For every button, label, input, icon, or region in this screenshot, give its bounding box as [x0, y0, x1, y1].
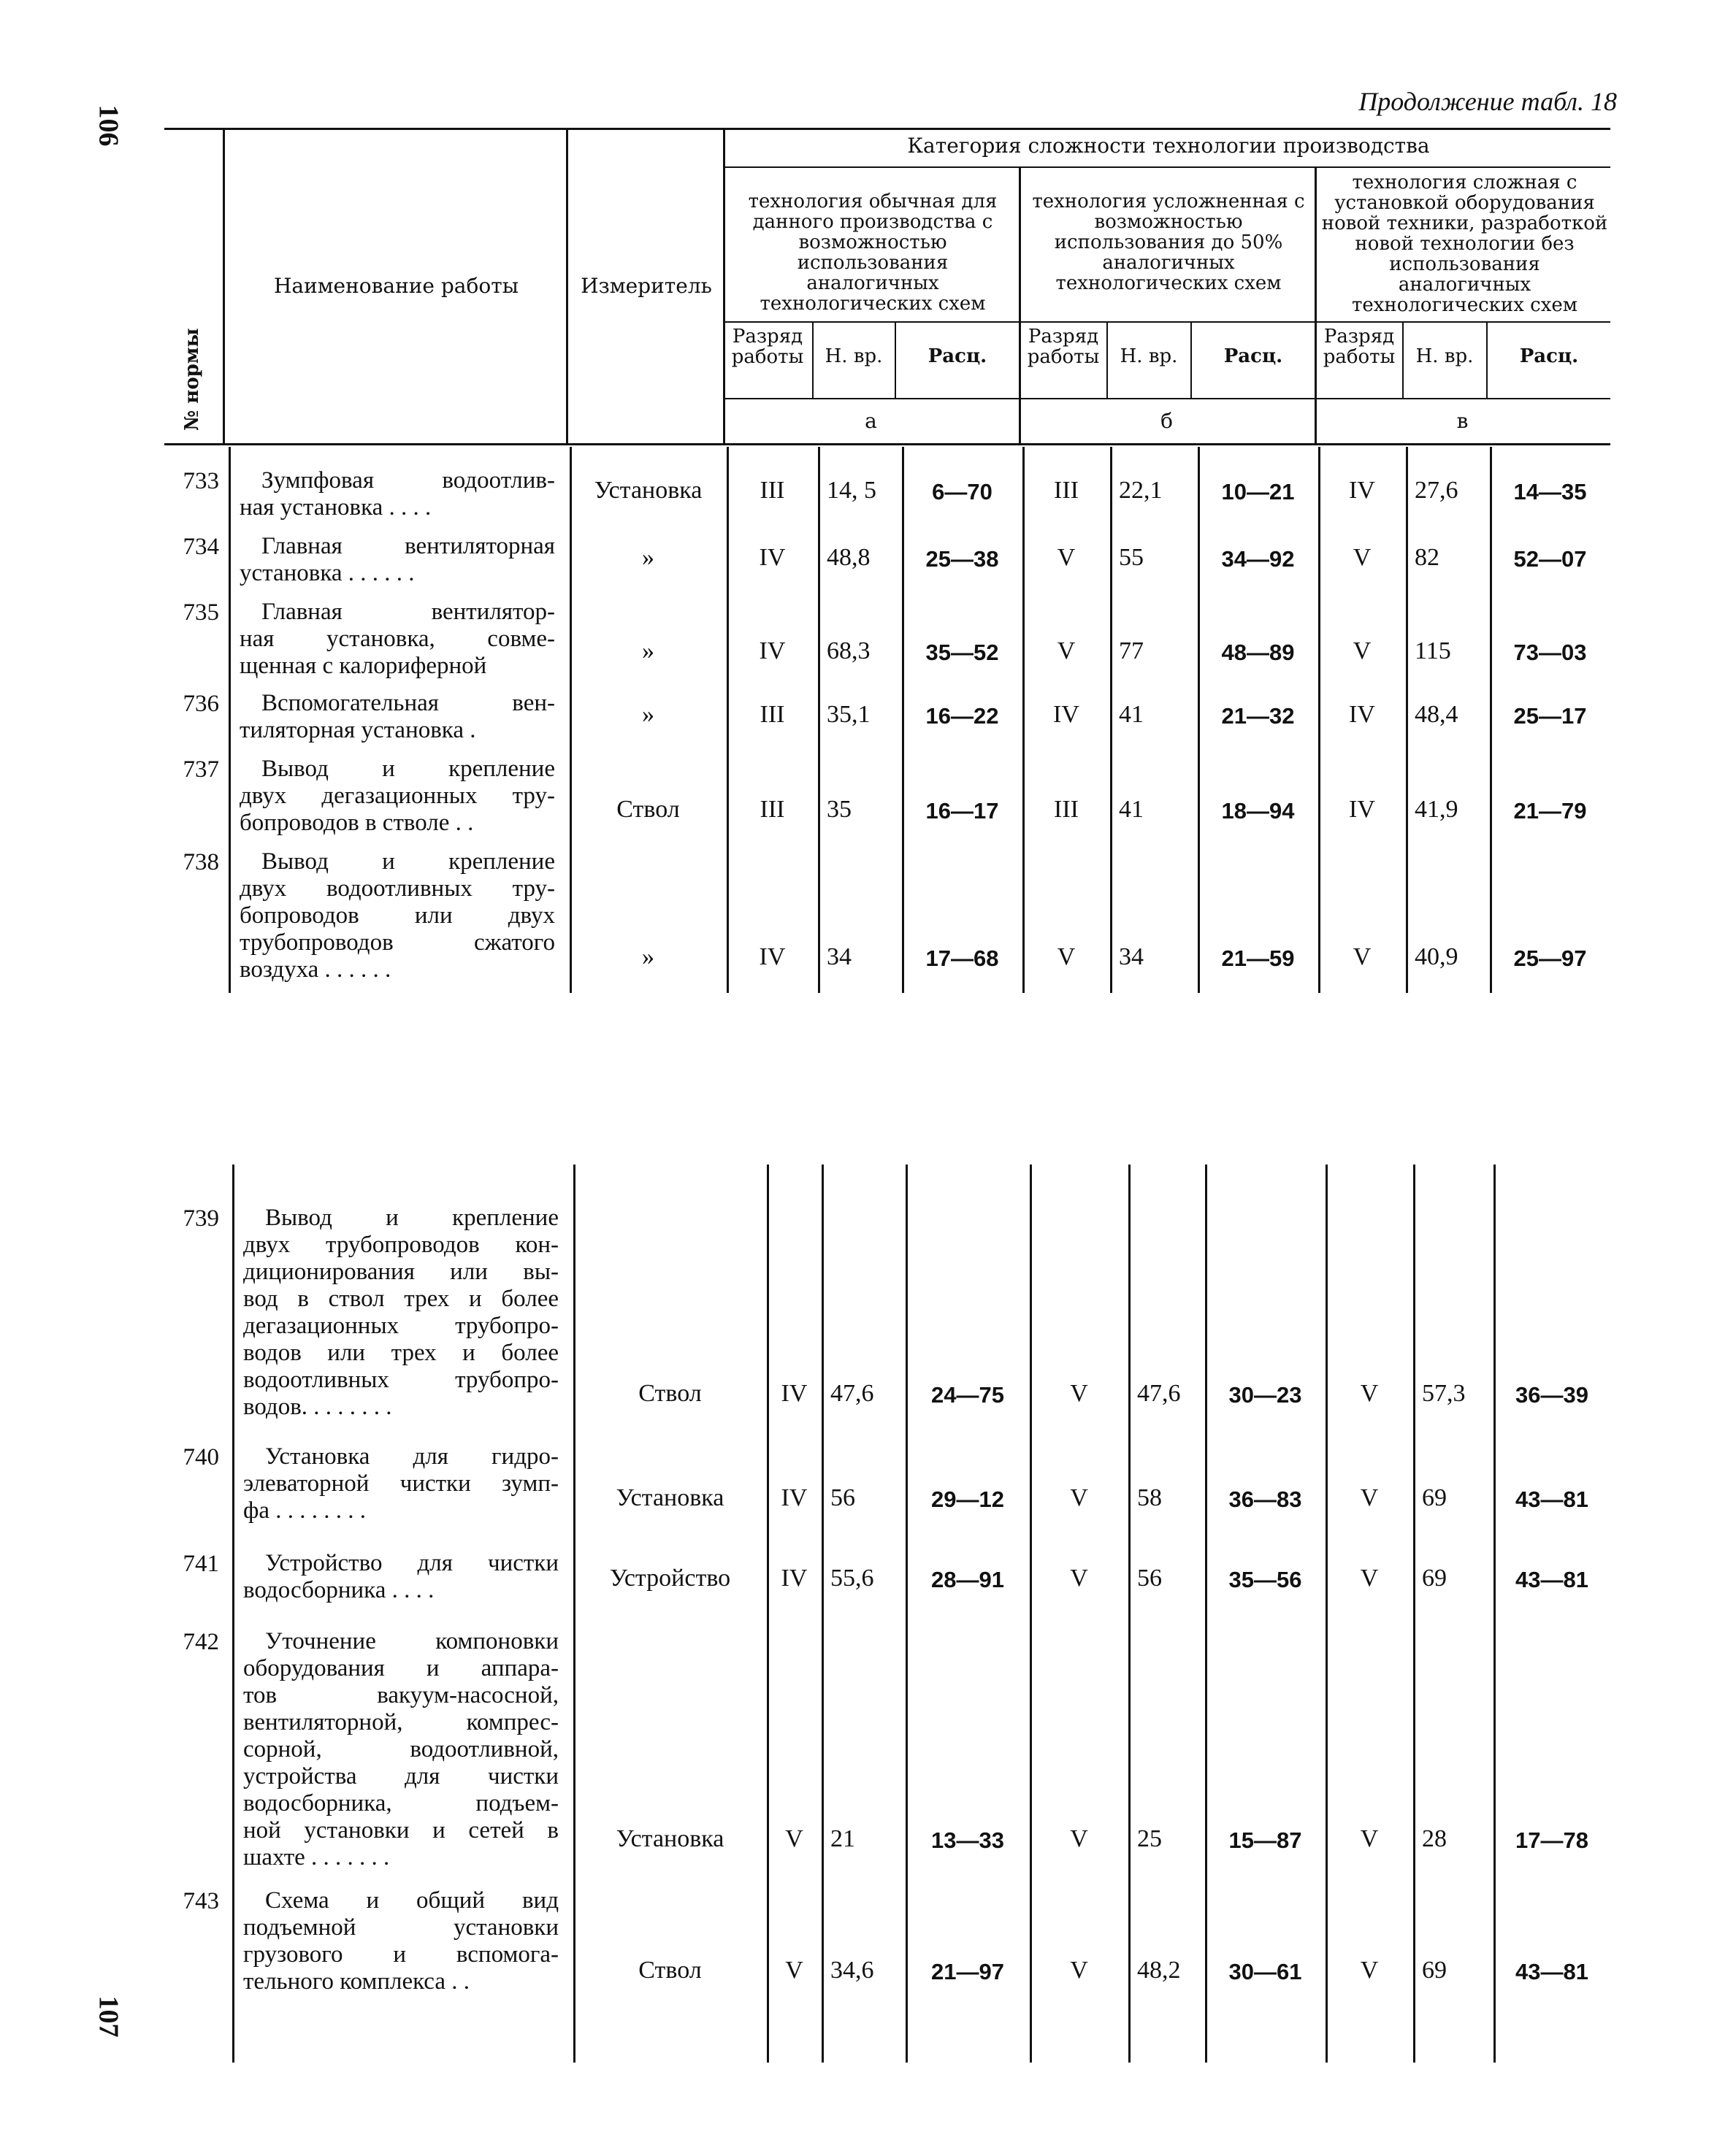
subheader-rule [723, 321, 1610, 323]
work-name-line: ной установки и сетей в [243, 1817, 559, 1844]
time-cell: 55,6 [830, 1565, 874, 1592]
group-letter-c: в [1456, 409, 1469, 433]
work-name [240, 533, 555, 587]
page-number-bottom: 107 [93, 1995, 124, 2038]
header-work-name: Наименование работы [273, 274, 519, 298]
group-letter-b: б [1160, 409, 1173, 433]
grade-cell: V [1070, 1380, 1088, 1407]
time-cell: 48,2 [1137, 1957, 1181, 1984]
time-cell: 69 [1422, 1565, 1447, 1592]
header-bottom-rule [164, 443, 1610, 445]
work-name-line: щенная с калориферной [240, 653, 487, 679]
work-name-line: сорной, водоотливной, [243, 1736, 559, 1762]
header-norm-no: № нормы [181, 328, 203, 431]
grade-cell: III [760, 796, 785, 823]
time-cell: 47,6 [830, 1380, 874, 1407]
subhdr-grade-c: Разряд работы [1323, 326, 1396, 368]
grade-cell: V [1360, 1825, 1379, 1852]
unit-cell: » [642, 701, 654, 728]
rate-cell: 17—78 [1515, 1827, 1588, 1853]
work-name-line: устройства для чистки [243, 1763, 559, 1789]
continuation-caption: Продолжение табл. 18 [1358, 87, 1617, 116]
body-vline-0-9 [1406, 447, 1408, 993]
work-name-line: бопроводов или двух [240, 902, 555, 929]
work-name-line: тельного комплекса . . [243, 1968, 470, 1995]
header-group-a: технология обычная для данного производства с возможностью использования аналогичных технологических схем [748, 191, 998, 315]
grade-cell: V [1057, 943, 1076, 970]
unit-cell: Ствол [638, 1957, 702, 1984]
header-category: Категория сложности технологии производства [907, 134, 1430, 158]
time-cell: 69 [1422, 1484, 1447, 1511]
subhdr-grade-b: Разряд работы [1027, 326, 1100, 368]
hdr-vline-2 [566, 128, 568, 443]
grade-cell: III [1054, 477, 1079, 504]
work-name [243, 1550, 559, 1604]
body-vline-1-9 [1413, 1165, 1415, 2063]
grade-cell: V [1070, 1957, 1088, 1984]
grade-cell: V [1057, 637, 1076, 664]
work-name-line: оборудования и аппара- [243, 1655, 559, 1681]
time-cell: 58 [1137, 1484, 1162, 1511]
unit-cell: » [642, 943, 654, 970]
subhdr-time-a: Н. вр. [825, 345, 883, 367]
rate-cell: 24—75 [931, 1382, 1004, 1408]
body-vline-0-1 [570, 447, 572, 993]
hdr-vline-1 [223, 128, 225, 443]
rate-cell: 43—81 [1515, 1959, 1588, 1984]
grade-cell: IV [1053, 701, 1079, 728]
rate-cell: 43—81 [1515, 1486, 1588, 1512]
grade-cell: V [1360, 1484, 1379, 1511]
grade-cell: V [1057, 544, 1076, 571]
rate-cell: 36—39 [1515, 1382, 1588, 1408]
rate-cell: 34—92 [1221, 546, 1295, 572]
time-cell: 57,3 [1422, 1380, 1466, 1407]
grade-cell: V [1070, 1484, 1088, 1511]
time-cell: 22,1 [1119, 477, 1163, 504]
time-cell: 48,4 [1415, 701, 1458, 728]
time-cell: 21 [830, 1825, 855, 1852]
grade-cell: V [1360, 1380, 1379, 1407]
norm-number: 740 [183, 1444, 219, 1470]
time-cell: 56 [1137, 1565, 1162, 1592]
work-name-line: Вывод и крепление [261, 848, 555, 875]
grade-cell: V [1353, 943, 1372, 970]
time-cell: 77 [1119, 637, 1144, 664]
body-vline-1-8 [1326, 1165, 1328, 2063]
body-vline-1-3 [822, 1165, 824, 2063]
hdr-vline-3 [723, 128, 725, 443]
grade-cell: IV [759, 637, 786, 664]
time-cell: 14, 5 [827, 477, 876, 504]
work-name-line: Вспомогательная вен- [261, 690, 555, 716]
category-rule [723, 166, 1610, 168]
work-name [240, 690, 555, 744]
time-cell: 28 [1422, 1825, 1447, 1852]
body-vline-1-0 [232, 1165, 234, 2063]
work-name-line: Схема и общий вид [265, 1887, 559, 1914]
rate-cell: 10—21 [1221, 479, 1295, 505]
grade-cell: IV [781, 1484, 808, 1511]
rate-cell: 16—22 [925, 703, 999, 729]
rate-cell: 14—35 [1513, 479, 1587, 505]
rate-cell: 21—59 [1221, 945, 1295, 971]
time-cell: 115 [1415, 637, 1451, 664]
rate-cell: 35—52 [925, 640, 999, 665]
grade-cell: V [1360, 1565, 1379, 1592]
time-cell: 27,6 [1415, 477, 1458, 504]
subhdr-rate-b: Расц. [1223, 345, 1283, 367]
grade-cell: III [760, 701, 785, 728]
norm-number: 736 [183, 691, 219, 717]
work-name [243, 1205, 559, 1421]
subhdr-time-c: Н. вр. [1415, 345, 1474, 367]
time-cell: 47,6 [1137, 1380, 1181, 1407]
norm-number: 737 [183, 756, 219, 783]
unit-cell: Установка [616, 1825, 724, 1852]
work-name [240, 467, 555, 521]
time-cell: 40,9 [1415, 943, 1458, 970]
body-vline-1-6 [1128, 1165, 1131, 2063]
time-cell: 41 [1119, 701, 1144, 728]
work-name-line: Устройство для чистки [265, 1550, 559, 1576]
norm-number: 739 [183, 1205, 219, 1232]
norm-number: 738 [183, 849, 219, 875]
body-vline-0-4 [902, 447, 904, 993]
work-name [240, 756, 555, 837]
work-name [240, 848, 555, 983]
work-name-line: ная установка . . . . [240, 494, 432, 521]
rate-cell: 30—23 [1228, 1382, 1302, 1408]
unit-cell: » [642, 544, 654, 571]
time-cell: 34 [827, 943, 852, 970]
work-name [243, 1887, 559, 1995]
work-name-line: Уточнение компоновки [265, 1628, 559, 1654]
subhdr-grade-a: Разряд работы [731, 326, 804, 368]
work-name-line: шахте . . . . . . . [243, 1844, 390, 1871]
rate-cell: 17—68 [925, 945, 999, 971]
rate-cell: 6—70 [932, 479, 992, 505]
work-name-line: водов или трех и более [243, 1340, 559, 1366]
rate-cell: 36—83 [1228, 1486, 1302, 1512]
rate-cell: 52—07 [1513, 546, 1587, 572]
unit-cell: Установка [616, 1484, 724, 1511]
work-name-line: тов вакуум-насосной, [243, 1682, 559, 1708]
grade-cell: V [1353, 637, 1372, 664]
work-name-line: дегазационных трубопро- [243, 1313, 559, 1339]
time-cell: 56 [830, 1484, 855, 1511]
header-top-rule [164, 128, 1610, 130]
body-vline-0-3 [818, 447, 820, 993]
grade-cell: IV [781, 1565, 808, 1592]
grade-cell: V [1070, 1825, 1088, 1852]
grade-cell: IV [1349, 477, 1375, 504]
work-name-line: водосборника . . . . [243, 1577, 435, 1603]
work-name-line: Установка для гидро- [265, 1443, 559, 1470]
group-letter-a: а [865, 409, 877, 433]
body-vline-1-1 [573, 1165, 575, 2063]
work-name-line: водоотливных трубопро- [243, 1367, 559, 1393]
time-cell: 48,8 [827, 544, 871, 571]
unit-cell: Установка [594, 477, 703, 504]
hdr-vline-4 [1019, 166, 1021, 443]
body-vline-0-0 [229, 447, 231, 993]
subhdr-time-b: Н. вр. [1120, 345, 1178, 367]
time-cell: 34 [1119, 943, 1144, 970]
work-name-line: Главная вентилятор- [261, 599, 555, 625]
work-name [240, 599, 555, 680]
norm-number: 733 [183, 468, 219, 494]
work-name-line: водов. . . . . . . . [243, 1394, 392, 1420]
rate-cell: 25—17 [1513, 703, 1587, 729]
work-name-line: Вывод и крепление [265, 1205, 559, 1231]
letters-rule [723, 398, 1610, 399]
header-group-b: технология усложненная с возможностью использования до 50% аналогичных технологических схем [1032, 191, 1305, 294]
work-name [243, 1628, 559, 1871]
work-name-line: воздуха . . . . . . [240, 956, 391, 983]
grade-cell: V [1360, 1957, 1379, 1984]
work-name-line: вентиляторной, компрес- [243, 1709, 559, 1735]
norm-number: 734 [183, 534, 219, 560]
work-name-line: подъемной установки [243, 1914, 559, 1941]
body-vline-1-7 [1205, 1165, 1207, 2063]
work-name-line: Вывод и крепление [261, 756, 555, 782]
rate-cell: 29—12 [931, 1486, 1004, 1512]
unit-cell: Устройство [609, 1565, 731, 1592]
body-vline-0-7 [1198, 447, 1200, 993]
time-cell: 25 [1137, 1825, 1162, 1852]
body-vline-1-5 [1030, 1165, 1032, 2063]
hdr-vline-5 [1315, 166, 1317, 443]
norm-number: 742 [183, 1629, 219, 1655]
norm-number: 735 [183, 599, 219, 626]
work-name-line: диционирования или вы- [243, 1259, 559, 1285]
work-name-line: водосборника, подъем- [243, 1790, 559, 1817]
rate-cell: 28—91 [931, 1567, 1004, 1592]
work-name-line: тиляторная установка . [240, 717, 476, 743]
rate-cell: 25—38 [925, 546, 999, 572]
grade-cell: V [1070, 1565, 1088, 1592]
rate-cell: 48—89 [1221, 640, 1295, 665]
grade-cell: V [785, 1825, 803, 1852]
time-cell: 41,9 [1415, 796, 1458, 823]
work-name-line: двух водоотливных тру- [240, 875, 555, 902]
work-name-line: Зумпфовая водоотлив- [261, 467, 555, 494]
work-name-line: грузового и вспомога- [243, 1941, 559, 1968]
work-name-line: двух дегазационных тру- [240, 783, 555, 809]
work-name-line: бопроводов в стволе . . [240, 810, 474, 836]
time-cell: 68,3 [827, 637, 871, 664]
page-number-top: 106 [93, 104, 124, 147]
rate-cell: 18—94 [1221, 798, 1295, 824]
unit-cell: Ствол [616, 796, 680, 823]
time-cell: 35,1 [827, 701, 871, 728]
work-name-line: Главная вентиляторная [261, 533, 555, 559]
body-vline-1-10 [1493, 1165, 1496, 2063]
rate-cell: 21—97 [931, 1959, 1004, 1984]
grade-cell: III [1054, 796, 1079, 823]
subhdr-rate-a: Расц. [927, 345, 987, 367]
grade-cell: IV [759, 544, 786, 571]
grade-cell: V [1353, 544, 1372, 571]
rate-cell: 21—79 [1513, 798, 1587, 824]
time-cell: 82 [1415, 544, 1439, 571]
time-cell: 69 [1422, 1957, 1447, 1984]
body-vline-0-10 [1490, 447, 1492, 993]
rate-cell: 30—61 [1228, 1959, 1302, 1984]
time-cell: 34,6 [830, 1957, 874, 1984]
rate-cell: 35—56 [1228, 1567, 1302, 1592]
norm-number: 743 [183, 1888, 219, 1914]
work-name-line: фа . . . . . . . . [243, 1497, 367, 1524]
body-vline-1-4 [906, 1165, 908, 2063]
header-group-c: технология сложная с установкой оборудования новой техники, разработкой новой технологии без использования аналогичных технологических схем [1321, 172, 1608, 316]
rate-cell: 73—03 [1513, 640, 1587, 665]
rate-cell: 43—81 [1515, 1567, 1588, 1592]
norm-number: 741 [183, 1551, 219, 1577]
work-name-line: установка . . . . . . [240, 560, 415, 586]
work-name-line: ная установка, совме- [240, 626, 555, 652]
time-cell: 35 [827, 796, 852, 823]
time-cell: 41 [1119, 796, 1144, 823]
rate-cell: 13—33 [931, 1827, 1004, 1853]
work-name [243, 1443, 559, 1524]
rate-cell: 21—32 [1221, 703, 1295, 729]
grade-cell: V [785, 1957, 803, 1984]
time-cell: 55 [1119, 544, 1144, 571]
grade-cell: IV [1349, 701, 1375, 728]
body-vline-1-2 [767, 1165, 769, 2063]
rate-cell: 25—97 [1513, 945, 1587, 971]
work-name-line: трубопроводов сжатого [240, 929, 555, 956]
body-vline-0-6 [1110, 447, 1112, 993]
work-name-line: вод в ствол трех и более [243, 1286, 559, 1312]
work-name-line: двух трубопроводов кон- [243, 1232, 559, 1258]
subhdr-rate-c: Расц. [1519, 345, 1579, 367]
unit-cell: Ствол [638, 1380, 702, 1407]
grade-cell: III [760, 477, 785, 504]
grade-cell: IV [1349, 796, 1375, 823]
grade-cell: IV [759, 943, 786, 970]
rate-cell: 16—17 [925, 798, 999, 824]
grade-cell: IV [781, 1380, 808, 1407]
unit-cell: » [642, 637, 654, 664]
header-unit: Измеритель [581, 274, 712, 298]
rate-cell: 15—87 [1228, 1827, 1302, 1853]
work-name-line: элеваторной чистки зумп- [243, 1470, 559, 1497]
